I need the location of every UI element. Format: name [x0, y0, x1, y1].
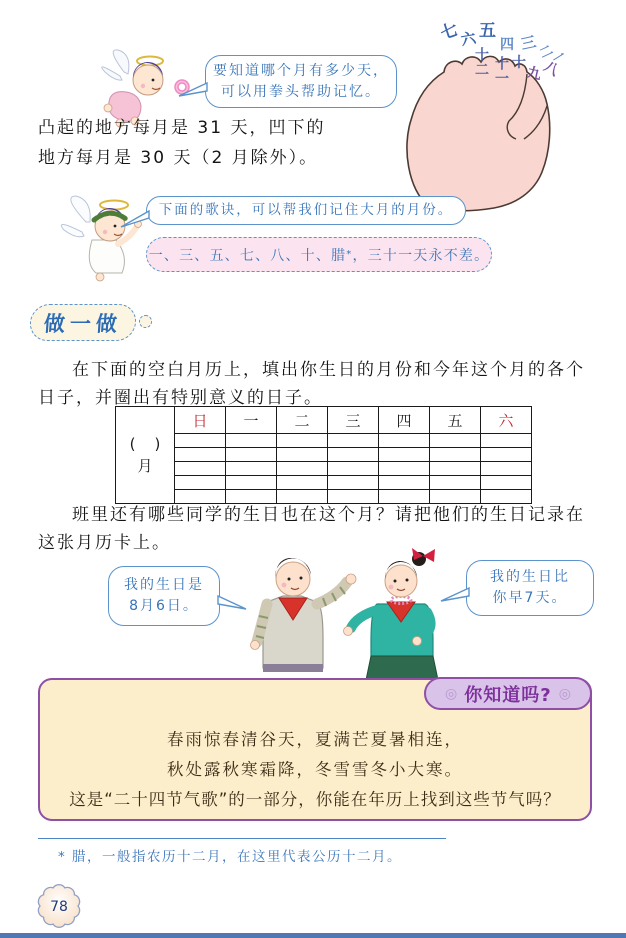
- bubble-text-line: 我的生日比: [490, 569, 570, 585]
- blank-calendar-table: [115, 406, 532, 504]
- know-box-title: 你知道吗?: [464, 684, 552, 706]
- bubble-text-line: 要知道哪个月有多少天，: [213, 62, 389, 79]
- calendar-cell: [481, 434, 532, 448]
- task2-line-1: 班里还有哪些同学的生日也在这个月？请把他们的生日记录在: [72, 505, 585, 525]
- intro-paragraph-line-2: 地方每月是 30 天（2 月除外）。: [38, 148, 319, 168]
- solar-terms-song-line-2: 秋处露秋寒霜降，冬雪雪冬小大寒。: [167, 760, 463, 779]
- calendar-cell: [379, 476, 430, 490]
- task1-line-2: 日子，并圈出有特别意义的日子。: [38, 388, 323, 408]
- speech-bubble-fist-tip: [205, 55, 397, 108]
- calendar-cell: [328, 476, 379, 490]
- fist-label-month11: 十一: [493, 56, 509, 86]
- fist-label-month6: 六: [459, 28, 478, 50]
- intro-paragraph-line-1: 凸起的地方每月是 31 天，凹下的: [38, 118, 326, 138]
- weekday-header-monday: 一: [226, 407, 277, 434]
- task1-line-1: 在下面的空白月历上，填出你生日的月份和今年这个月的各个: [72, 360, 585, 380]
- rhyme-bubble: [146, 237, 492, 272]
- calendar-cell: [175, 448, 226, 462]
- month-blank-parentheses: ( ): [129, 434, 161, 453]
- section-title-tail: [139, 315, 152, 328]
- fist-label-month4: 四: [500, 37, 514, 53]
- weekday-header-tuesday: 二: [277, 407, 328, 434]
- month-character: 月: [137, 456, 153, 475]
- know-box: [38, 678, 592, 821]
- footnote-divider: [38, 838, 446, 839]
- task2-line-2: 这张月历卡上。: [38, 533, 171, 553]
- calendar-cell: [328, 434, 379, 448]
- bubble-text-line: 可以用拳头帮助记忆。: [221, 83, 381, 100]
- calendar-cell: [430, 448, 481, 462]
- calendar-cell: [226, 462, 277, 476]
- fist-label-month2: 二: [537, 42, 556, 63]
- solar-terms-song-line-1: 春雨惊春清谷天，夏满芒夏暑相连，: [167, 730, 463, 749]
- calendar-month-cell: [116, 407, 175, 504]
- calendar-cell: [277, 462, 328, 476]
- fist-label-month5: 五: [479, 21, 496, 41]
- calendar-cell: [379, 448, 430, 462]
- fist-label-month8: 八: [540, 58, 562, 80]
- ring-icon: ◎: [558, 685, 571, 702]
- calendar-cell: [328, 462, 379, 476]
- fist-label-month1: 一: [550, 48, 570, 69]
- bubble-text-line: 8月6日。: [129, 598, 199, 614]
- calendar-cell: [226, 448, 277, 462]
- boy-speech-bubble: [108, 566, 220, 626]
- calendar-cell: [226, 434, 277, 448]
- calendar-cell: [226, 476, 277, 490]
- solar-terms-question: 这是“二十四节气歌”的一部分，你能在年历上找到这些节气吗？: [69, 790, 561, 809]
- calendar-cell: [430, 476, 481, 490]
- fist-label-month10: 十: [512, 55, 526, 71]
- section-title-label: 做一做: [43, 311, 123, 336]
- calendar-cell: [430, 434, 481, 448]
- footnote-text: * 腊，一般指农历十二月，在这里代表公历十二月。: [58, 849, 403, 865]
- page-number-badge: [33, 881, 85, 931]
- weekday-header-thursday: 四: [379, 407, 430, 434]
- calendar-cell: [277, 434, 328, 448]
- calendar-cell: [379, 434, 430, 448]
- rhyme-asterisk: *: [346, 249, 353, 260]
- calendar-cell: [328, 448, 379, 462]
- weekday-header-sunday: 日: [175, 407, 226, 434]
- calendar-cell: [175, 476, 226, 490]
- girl-speech-bubble: [466, 560, 594, 616]
- page-number: 78: [50, 899, 68, 915]
- bottom-border-bar: [0, 933, 626, 938]
- calendar-cell: [277, 448, 328, 462]
- calendar-cell: [481, 462, 532, 476]
- calendar-cell: [481, 476, 532, 490]
- know-box-badge: [424, 677, 592, 710]
- bubble-text-line: 我的生日是: [124, 577, 204, 593]
- section-title-badge: [29, 304, 138, 341]
- bubble-text-line: 下面的歌诀，可以帮我们记住大月的月份。: [158, 202, 454, 218]
- calendar-cell: [175, 462, 226, 476]
- bubble-text-line: 你早7天。: [492, 590, 568, 606]
- fist-label-month3: 三: [519, 32, 538, 54]
- weekday-header-saturday: 六: [481, 407, 532, 434]
- fist-label-month9: 九: [525, 64, 543, 84]
- calendar-cell: [379, 462, 430, 476]
- fist-label-month7: 七: [438, 19, 461, 45]
- speech-bubble-rhyme-intro: [146, 196, 466, 225]
- rhyme-text: 一、三、五、七、八、十、腊: [148, 247, 347, 264]
- rhyme-text-tail: ，三十一天永不差。: [352, 247, 490, 264]
- weekday-header-wednesday: 三: [328, 407, 379, 434]
- children-illustration: [205, 546, 475, 682]
- fist-label-month12: 十二: [473, 47, 489, 77]
- calendar-cell: [430, 462, 481, 476]
- calendar-cell: [481, 448, 532, 462]
- weekday-header-friday: 五: [430, 407, 481, 434]
- calendar-cell: [277, 476, 328, 490]
- calendar-cell: [175, 434, 226, 448]
- ring-icon: ◎: [445, 685, 458, 702]
